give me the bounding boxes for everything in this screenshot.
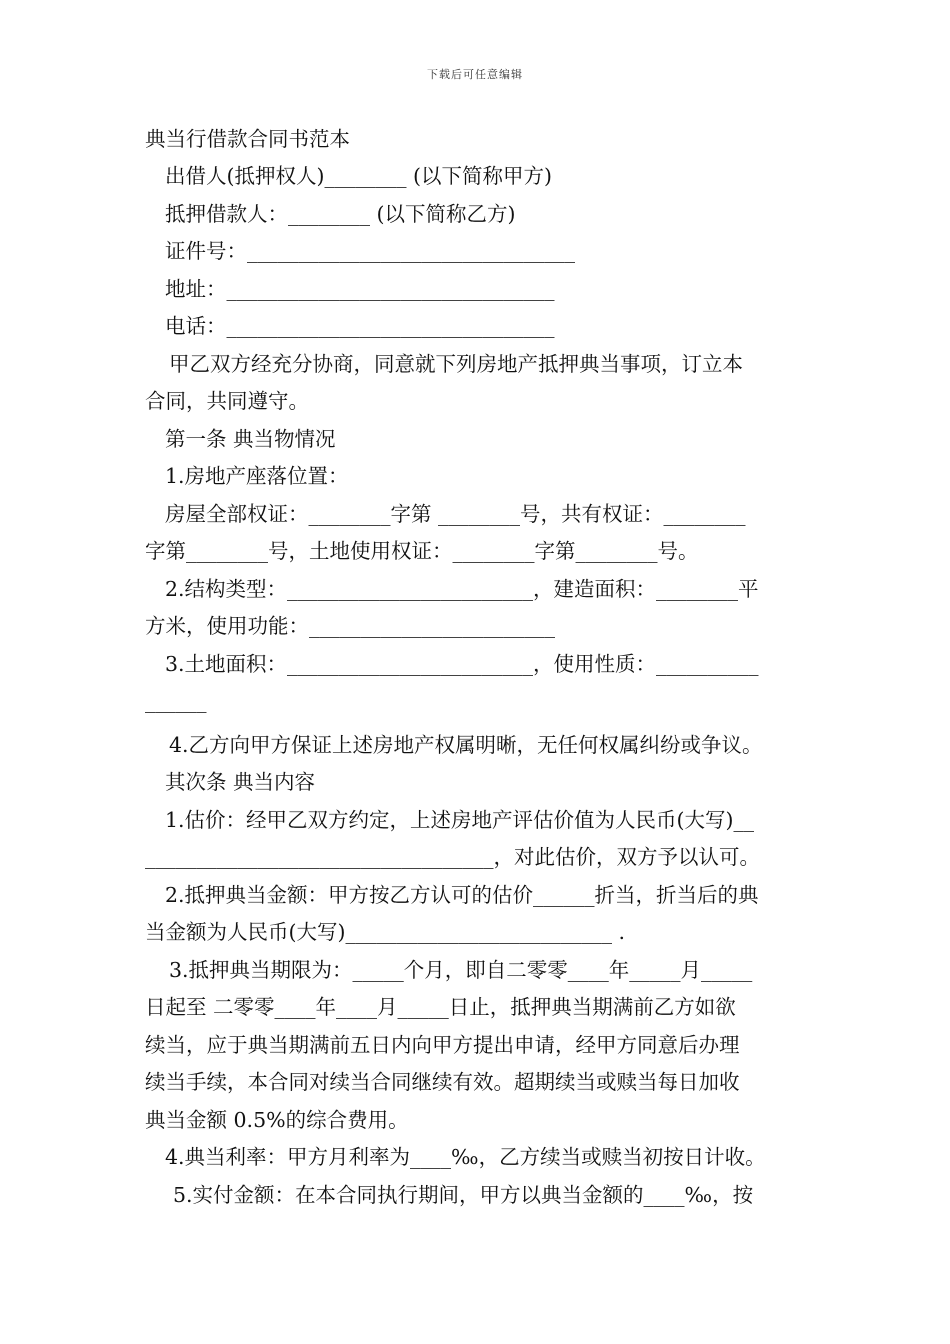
clause-2-3-line-5: 典当金额 0.5%的综合费用。 bbox=[145, 1107, 409, 1132]
clause-1-3-line-1: 3.土地面积：________________________，使用性质：__________ bbox=[165, 651, 759, 676]
clause-1-1: 1.房地产座落位置： bbox=[165, 464, 349, 488]
article-1-heading: 第一条 典当物情况 bbox=[165, 426, 336, 451]
clause-2-3-line-2: 日起至 二零零____年____月_____日止，抵押典当期满前乙方如欲 bbox=[145, 995, 736, 1019]
clause-2-2-line-1: 2.抵押典当金额：甲方按乙方认可的估价______折当，折当后的典 bbox=[165, 882, 759, 907]
clause-2-1-line-1: 1.估价：经甲乙双方约定，上述房地产评估价值为人民币(大写)__ bbox=[165, 807, 755, 832]
preamble-line-2: 合同，共同遵守。 bbox=[145, 389, 309, 413]
clause-2-2-line-2: 当金额为人民币(大写)__________________________ . bbox=[145, 920, 626, 944]
phone-line: 电话：________________________________ bbox=[165, 314, 555, 338]
clause-1-2-line-1: 2.结构类型：________________________，建造面积：________平 bbox=[165, 576, 759, 601]
page-header-note: 下载后可任意编辑 bbox=[427, 68, 523, 81]
clause-1-3-line-2: ______ bbox=[145, 689, 207, 713]
clause-1-1-cert-line-2: 字第________号，土地使用权证：________字第________号。 bbox=[145, 539, 699, 563]
clause-1-2-line-2: 方米，使用功能：________________________ bbox=[145, 614, 555, 638]
address-line: 地址：________________________________ bbox=[165, 276, 555, 301]
clause-2-1-line-2: __________________________________，对此估价，双方予以认可。 bbox=[145, 845, 760, 869]
id-number-line: 证件号：________________________________ bbox=[165, 239, 575, 263]
clause-2-3-line-3: 续当，应于典当期满前五日内向甲方提出申请，经甲方同意后办理 bbox=[145, 1032, 740, 1057]
clause-1-1-cert-line-1: 房屋全部权证：________字第 ________号，共有权证：________ bbox=[165, 501, 746, 526]
clause-1-4: 4.乙方向甲方保证上述房地产权属明晰，无任何权属纠纷或争议。 bbox=[169, 732, 763, 757]
preamble-line-1: 甲乙双方经充分协商，同意就下列房地产抵押典当事项，订立本 bbox=[169, 351, 743, 376]
document-body bbox=[145, 120, 809, 1214]
borrower-line: 抵押借款人：________ (以下简称乙方) bbox=[165, 201, 516, 226]
document-title: 典当行借款合同书范本 bbox=[145, 127, 350, 151]
clause-2-3-line-1: 3.抵押典当期限为：_____个月，即自二零零____年_____月_____ bbox=[169, 957, 753, 982]
clause-2-5-line-1: 5.实付金额：在本合同执行期间，甲方以典当金额的____‰，按 bbox=[173, 1182, 754, 1207]
article-2-heading: 其次条 典当内容 bbox=[165, 770, 316, 794]
lender-line: 出借人(抵押权人)________ (以下简称甲方) bbox=[165, 164, 553, 188]
clause-2-4: 4.典当利率：甲方月利率为____‰，乙方续当或赎当初按日计收。 bbox=[165, 1145, 766, 1169]
clause-2-3-line-4: 续当手续，本合同对续当合同继续有效。超期续当或赎当每日加收 bbox=[145, 1070, 740, 1094]
